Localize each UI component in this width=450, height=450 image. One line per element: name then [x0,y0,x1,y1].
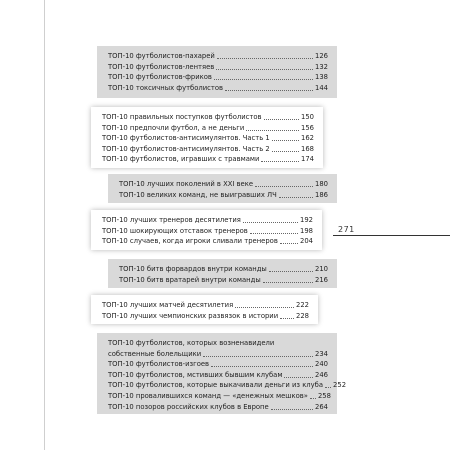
toc-entry[interactable] [102,112,314,123]
toc-entry[interactable] [102,311,309,322]
toc-entry[interactable] [102,236,313,247]
leader-dots [255,186,313,187]
toc-entry[interactable] [108,338,328,349]
entry-page: 228 [296,311,309,320]
toc-entry[interactable] [108,402,328,413]
leader-dots [214,79,313,80]
toc-group-1 [97,46,337,98]
entry-page: 162 [301,134,314,143]
leader-dots [310,398,316,399]
entry-page: 138 [315,73,328,82]
toc-entry[interactable] [102,133,314,144]
toc-entry[interactable] [108,359,328,370]
leader-dots [246,130,299,131]
leader-dots [250,233,298,234]
leader-dots [211,366,313,367]
toc-entry[interactable] [108,72,328,83]
entry-title: ТОП-10 футболистов, мстивших бывшим клубам [108,370,283,379]
toc-entry[interactable] [102,300,309,311]
leader-dots [280,243,298,244]
toc-group-2 [91,107,323,168]
entry-title: ТОП-10 правильных поступков футболистов [102,113,262,121]
page-number-rule [333,235,450,236]
entry-page: 240 [315,360,328,369]
toc-entry[interactable] [119,264,328,275]
entry-title: ТОП-10 футболистов-пахарей [108,52,215,60]
entry-title: ТОП-10 футболистов, которые выкачивали деньги из клуба [108,381,324,390]
entry-title: ТОП-10 токсичных футболистов [108,83,224,92]
entry-page: 180 [315,180,328,188]
leader-dots [261,161,299,162]
entry-page: 156 [301,123,314,132]
entry-page: 144 [315,83,328,92]
entry-page: 192 [300,216,313,224]
toc-entry[interactable] [119,275,328,286]
leader-dots [269,271,313,272]
entry-page: 126 [315,52,328,60]
entry-title: ТОП-10 лучших матчей десятилетия [102,301,234,309]
toc-entry[interactable] [108,391,331,402]
entry-title: ТОП-10 футболистов, игравших с травмами [102,155,260,164]
entry-title: ТОП-10 лучших поколений в XXI веке [119,180,254,188]
leader-dots [216,69,313,70]
entry-title: ТОП-10 футболистов-фриков [108,73,212,82]
entry-page: 198 [300,226,313,235]
toc-group-6 [91,295,318,324]
toc-entry[interactable] [102,226,313,237]
leader-dots [235,307,294,308]
entry-page: 264 [315,402,328,411]
entry-title: ТОП-10 футболистов-антисимулянтов. Часть 2 [102,144,270,153]
leader-dots [272,151,299,152]
entry-title: ТОП-10 футболистов-лентяев [108,62,215,71]
leader-dots [279,197,313,198]
entry-title: ТОП-10 футболистов, которых возненавидели [108,339,275,347]
entry-title: ТОП-10 позоров российских клубов в Европе [108,402,269,411]
entry-page: 210 [315,265,328,273]
toc-entry[interactable] [102,215,313,226]
toc-entry-continued[interactable] [108,349,328,360]
entry-title: ТОП-10 великих команд, не выигравших ЛЧ [119,190,277,199]
entry-title: ТОП-10 футболистов-антисимулянтов. Часть 1 [102,134,270,143]
entry-page: 234 [315,349,328,358]
entry-title: ТОП-10 футболистов-изгоев [108,360,210,369]
leader-dots [264,119,299,120]
toc-entry[interactable] [108,83,328,94]
leader-dots [272,140,299,141]
entry-title: ТОП-10 лучших чемпионских развязок в истории [102,311,279,320]
leader-dots [325,387,331,388]
toc-entry[interactable] [102,154,314,165]
toc-entry[interactable] [102,144,314,155]
entry-title: ТОП-10 предпочли футбол, а не деньги [102,123,245,132]
leader-dots [263,282,313,283]
leader-dots [243,222,298,223]
leader-dots [217,58,313,59]
toc-entry[interactable] [102,123,314,134]
toc-group-7 [97,333,347,414]
entry-page: 174 [301,155,314,164]
leader-dots [284,377,313,378]
entry-title-line2: собственные болельщики [108,349,202,358]
toc-entry[interactable] [119,190,328,201]
page-edge [44,0,45,450]
entry-title: ТОП-10 битв вратарей внутри команды [119,275,261,284]
leader-dots [203,356,313,357]
entry-page: 258 [317,391,331,400]
entry-title: ТОП-10 шокирующих отставок тренеров [102,226,248,235]
entry-page: 150 [301,113,314,121]
page-number: 271 [338,225,355,234]
toc-group-5 [108,259,337,288]
toc-entry[interactable] [108,380,347,391]
entry-page: 216 [315,275,328,284]
entry-title: ТОП-10 битв форвардов внутри команды [119,265,267,273]
toc-entry[interactable] [119,179,328,190]
toc-entry[interactable] [108,51,328,62]
entry-page: 222 [296,301,309,309]
entry-title: ТОП-10 провалившихся команд — «денежных мешков» [108,391,308,400]
entry-page: 252 [333,381,347,390]
entry-page: 204 [300,237,313,246]
toc-entry[interactable] [108,370,328,381]
entry-title: ТОП-10 лучших тренеров десятилетия [102,216,241,224]
toc-group-3 [108,174,337,203]
leader-dots [280,318,294,319]
toc-group-4 [91,210,322,250]
leader-dots [225,90,313,91]
entry-page: 186 [315,190,328,199]
entry-title: ТОП-10 случаев, когда игроки сливали тренеров [102,237,278,246]
toc-entry[interactable] [108,62,328,73]
entry-page: 168 [301,144,314,153]
entry-page: 132 [315,62,328,71]
entry-page: 246 [315,370,328,379]
leader-dots [271,409,313,410]
